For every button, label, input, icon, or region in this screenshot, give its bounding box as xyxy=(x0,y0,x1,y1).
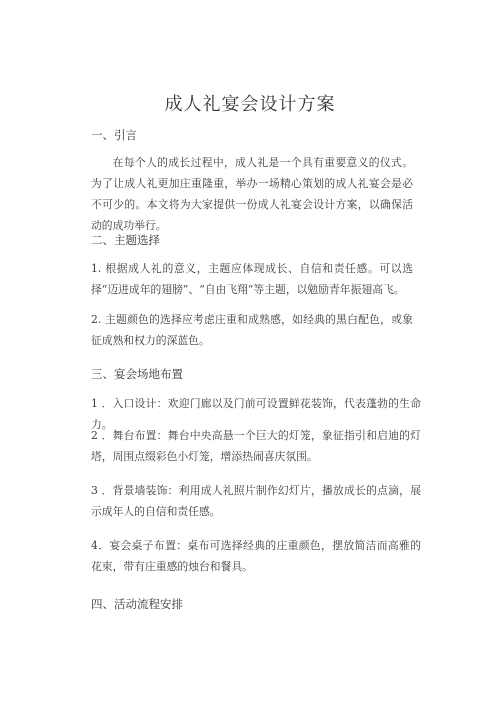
paragraph-theme-1: 1. 根据成人礼的意义，主题应体现成长、自信和责任感。可以选择“迈进成年的翅膀”、“自由飞翔”等主题，以勉励青年振翅高飞。 xyxy=(91,262,413,296)
paragraph-venue-2: 2 ．舞台布置：舞台中央高悬一个巨大的灯笼，象征指引和启迪的灯塔，周围点缀彩色小灯笼，增添热闹喜庆氛围。 xyxy=(91,429,421,463)
paragraph-venue-4: 4．宴会桌子布置：桌布可选择经典的庄重颜色，摆放简洁而高雅的花束，带有庄重感的烛台和餐具。 xyxy=(91,539,421,573)
section-heading-venue: 三、宴会场地布置 xyxy=(91,367,183,381)
section-heading-schedule: 四、活动流程安排 xyxy=(91,597,183,611)
page-title: 成人礼宴会设计方案 xyxy=(164,94,336,115)
section-heading-theme: 二、主题选择 xyxy=(91,233,160,247)
paragraph-venue-1: 1 ．入口设计：欢迎门廊以及门前可设置鲜花装饰，代表蓬勃的生命力。 xyxy=(91,397,421,431)
section-heading-introduction: 一、引言 xyxy=(91,128,137,142)
paragraph-theme-2: 2. 主题颜色的选择应考虑庄重和成熟感，如经典的黑白配色，或象征成熟和权力的深蓝色。 xyxy=(91,313,413,347)
paragraph-venue-3: 3 ．背景墙装饰：利用成人礼照片制作幻灯片，播放成长的点滴，展示成年人的自信和责任感。 xyxy=(91,484,421,518)
paragraph-introduction: 在每个人的成长过程中，成人礼是一个具有重要意义的仪式。为了让成人礼更加庄重隆重，举办一场精心策划的成人礼宴会是必不可少的。本文将为大家提供一份成人礼宴会设计方案，以确保活动的成功举行。 xyxy=(91,156,413,232)
